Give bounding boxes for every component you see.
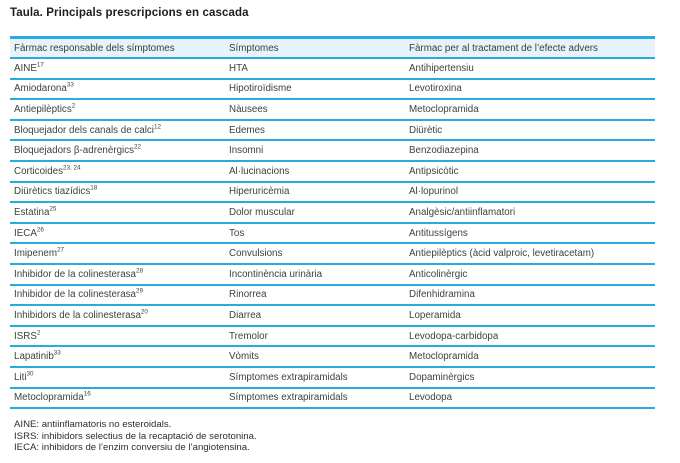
reference-superscript: 27 — [57, 246, 65, 254]
symptom-cell: Símptomes extrapiramidals — [225, 388, 405, 409]
table-row — [10, 388, 655, 409]
symptom-cell: Insomni — [225, 140, 405, 161]
footnote-ieca: IECA: inhibidors de l’enzim conversiu de l’angiotensina. — [14, 442, 250, 454]
table-row — [10, 182, 655, 203]
reference-superscript: 33 — [66, 82, 74, 90]
drug-cell: ISRS$^2$ — [10, 326, 225, 347]
table-body — [10, 58, 655, 408]
drug-cell: Imipenem$^{27}$ — [10, 243, 225, 264]
footnote-isrs: ISRS: inhibidors selectius de la recaptació de serotonina. — [14, 430, 257, 442]
treatment-cell: Antitussígens — [405, 223, 655, 244]
table-row — [10, 305, 655, 326]
table-row — [10, 367, 655, 388]
symptom-cell: Rinorrea — [225, 285, 405, 306]
reference-superscript: 20 — [140, 308, 148, 316]
table-row — [10, 202, 655, 223]
reference-superscript: 17 — [36, 61, 44, 69]
symptom-cell: Vòmits — [225, 346, 405, 367]
treatment-cell: Benzodiazepina — [405, 140, 655, 161]
symptom-cell: Dolor muscular — [225, 202, 405, 223]
treatment-cell: Antihipertensiu — [405, 58, 655, 79]
treatment-cell: Levodopa-carbidopa — [405, 326, 655, 347]
symptom-cell: Convulsions — [225, 243, 405, 264]
header-drug-responsible: Fàrmac responsable dels símptomes — [10, 38, 225, 59]
treatment-cell: Dopaminèrgics — [405, 367, 655, 388]
drug-cell: Diürètics tiazídics$^{18}$ — [10, 182, 225, 203]
drug-cell: Liti$^{30}$ — [10, 367, 225, 388]
symptom-cell: Tos — [225, 223, 405, 244]
drug-cell: Amiodarona$^{33}$ — [10, 79, 225, 100]
symptom-cell: Símptomes extrapiramidals — [225, 367, 405, 388]
footnote-aine: AINE: antiinflamatoris no esteroidals. — [14, 419, 172, 430]
symptom-cell: Hipotiroïdisme — [225, 79, 405, 100]
treatment-cell: Difenhidramina — [405, 285, 655, 306]
table-row — [10, 285, 655, 306]
table-row — [10, 79, 655, 100]
drug-cell: Inhibidor de la colinesterasa$^{29}$ — [10, 285, 225, 306]
table-row — [10, 120, 655, 141]
symptom-cell: Hiperuricèmia — [225, 182, 405, 203]
table-row — [10, 243, 655, 264]
header-symptoms: Símptomes — [225, 38, 405, 59]
table-row — [10, 264, 655, 285]
symptom-cell: Al·lucinacions — [225, 161, 405, 182]
treatment-cell: Al·lopurinol — [405, 182, 655, 203]
reference-superscript: 25 — [49, 205, 57, 213]
reference-superscript: 30 — [26, 370, 34, 378]
reference-superscript: 12 — [153, 123, 161, 131]
drug-cell: Bloquejador dels canals de calci$^{12}$ — [10, 120, 225, 141]
header-treatment-drug: Fàrmac per al tractament de l’efecte advers — [405, 38, 655, 59]
drug-cell: IECA$^{26}$ — [10, 223, 225, 244]
symptom-cell: Edemes — [225, 120, 405, 141]
drug-cell: Antiepilèptics$^2$ — [10, 99, 225, 120]
reference-superscript: 18 — [90, 185, 98, 193]
table-row — [10, 99, 655, 120]
treatment-cell: Anticolinèrgic — [405, 264, 655, 285]
prescription-cascade-table — [10, 36, 655, 409]
treatment-cell: Levotiroxina — [405, 79, 655, 100]
drug-cell: Corticoides$^{23, 24}$ — [10, 161, 225, 182]
reference-superscript: 22 — [134, 143, 142, 151]
symptom-cell: Incontinència urinària — [225, 264, 405, 285]
table-row — [10, 161, 655, 182]
reference-superscript: 23, 24 — [63, 164, 81, 172]
table-title: Taula. Principals prescripcions en cascada — [10, 7, 249, 19]
table-row — [10, 346, 655, 367]
drug-cell: Lapatinib$^{33}$ — [10, 346, 225, 367]
drug-cell: Inhibidors de la colinesterasa$^{20}$ — [10, 305, 225, 326]
drug-cell: Inhibidor de la colinesterasa$^{28}$ — [10, 264, 225, 285]
reference-superscript: 28 — [136, 267, 144, 275]
symptom-cell: HTA — [225, 58, 405, 79]
drug-cell: Bloquejadors β-adrenèrgics$^{22}$ — [10, 140, 225, 161]
footnotes — [14, 419, 257, 454]
reference-superscript: 2 — [71, 102, 76, 110]
symptom-cell: Tremolor — [225, 326, 405, 347]
treatment-cell: Analgèsic/antiinflamatori — [405, 202, 655, 223]
symptom-cell: Diarrea — [225, 305, 405, 326]
drug-cell: AINE$^{17}$ — [10, 58, 225, 79]
reference-superscript: 2 — [36, 329, 41, 337]
table-row — [10, 58, 655, 79]
reference-superscript: 26 — [36, 226, 44, 234]
treatment-cell: Loperamida — [405, 305, 655, 326]
treatment-cell: Metoclopramida — [405, 99, 655, 120]
treatment-cell: Metoclopramida — [405, 346, 655, 367]
reference-superscript: 29 — [136, 288, 144, 296]
treatment-cell: Diürètic — [405, 120, 655, 141]
table-row — [10, 326, 655, 347]
treatment-cell: Antipsicòtic — [405, 161, 655, 182]
drug-cell: Estatina$^{25}$ — [10, 202, 225, 223]
drug-cell: Metoclopramida$^{16}$ — [10, 388, 225, 409]
header-row — [10, 38, 655, 59]
treatment-cell: Antiepilèptics (àcid valproic, levetiracetam) — [405, 243, 655, 264]
table-row — [10, 140, 655, 161]
reference-superscript: 33 — [53, 349, 61, 357]
reference-superscript: 16 — [83, 391, 91, 399]
table-header — [10, 38, 655, 59]
treatment-cell: Levodopa — [405, 388, 655, 409]
symptom-cell: Nàusees — [225, 99, 405, 120]
table-row — [10, 223, 655, 244]
